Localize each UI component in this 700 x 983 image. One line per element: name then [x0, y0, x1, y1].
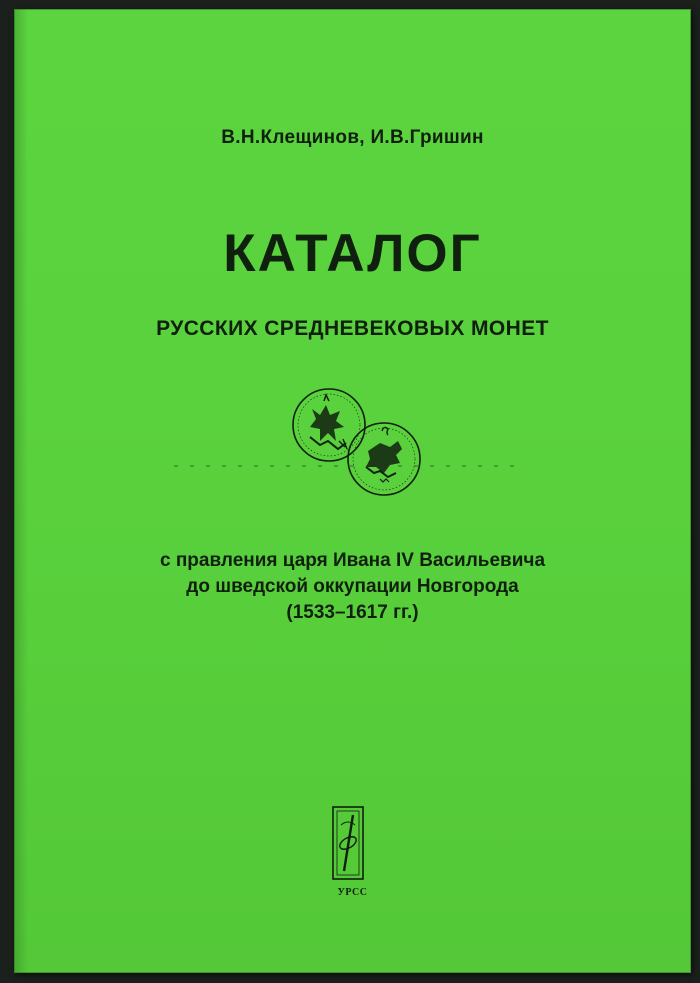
description — [14, 548, 691, 626]
spine-shadow — [14, 9, 28, 973]
description-line: с правления царя Ивана IV Васильевича — [159, 550, 546, 571]
description-line: (1533–1617 гг.) — [286, 602, 419, 623]
publisher-emblem-icon — [331, 805, 365, 881]
authors: В.Н.Клещинов, И.В.Гришин — [221, 127, 484, 148]
coin-right — [348, 423, 420, 495]
dotted-divider — [174, 465, 514, 467]
coins-illustration — [284, 379, 424, 499]
book-subtitle: РУССКИХ СРЕДНЕВЕКОВЫХ МОНЕТ — [156, 317, 549, 340]
publisher-name: УРСС — [337, 887, 368, 898]
book-title: КАТАЛОГ — [223, 224, 482, 283]
description-line: до шведской оккупации Новгорода — [186, 576, 519, 597]
book-cover — [14, 9, 691, 973]
